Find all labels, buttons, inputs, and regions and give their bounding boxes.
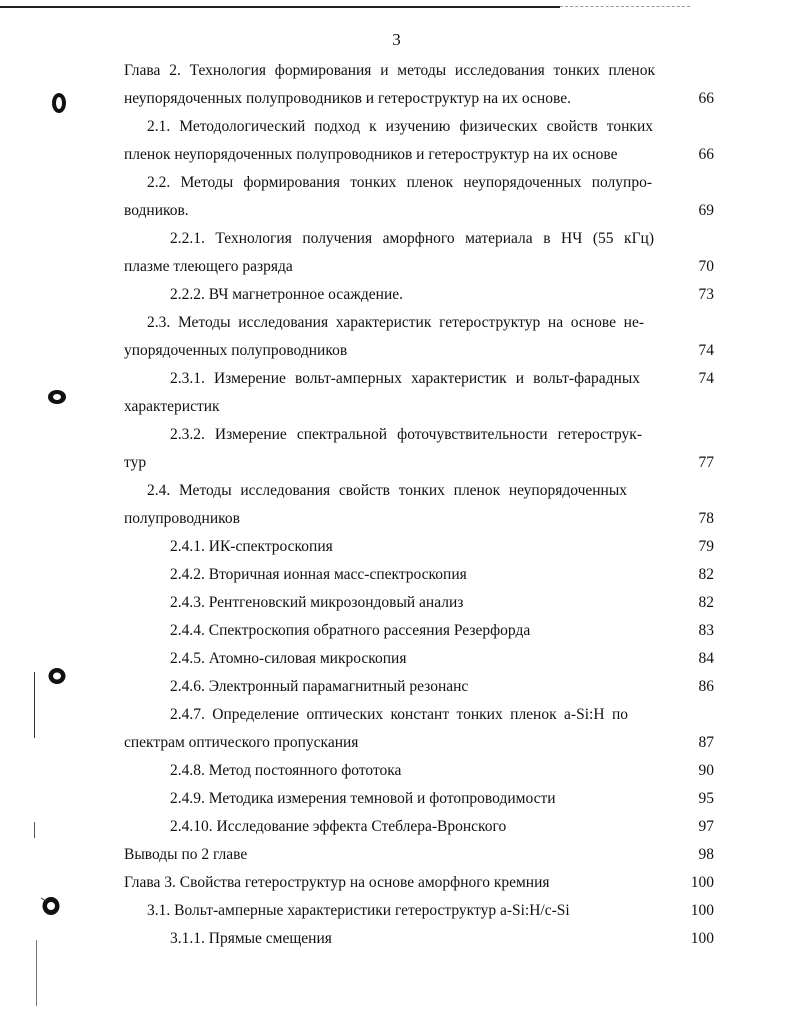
toc-entry-page: 74	[698, 342, 714, 359]
toc-entry-text: 3.1.1. Прямые смещения	[170, 930, 332, 947]
toc-entry-page: 98	[698, 846, 714, 863]
toc-entry-text: пленок неупорядоченных полупроводников и гетероструктур на их основе	[124, 146, 618, 163]
toc-entry-text: Глава 3. Свойства гетероструктур на основе аморфного кремния	[124, 874, 550, 891]
toc-entry-text: упорядоченных полупроводников	[124, 342, 348, 359]
toc-entry-page: 90	[698, 762, 714, 779]
toc-entry-page: 97	[698, 818, 714, 835]
toc-entry[interactable]	[0, 368, 793, 396]
toc-entry-page: 69	[698, 202, 714, 219]
toc-entry[interactable]	[0, 284, 793, 312]
toc-entry-page: 95	[698, 790, 714, 807]
toc-entry-text: характеристик	[124, 398, 220, 415]
toc-entry[interactable]	[0, 424, 793, 452]
toc-entry-page: 86	[698, 678, 714, 695]
toc-entry-text: Выводы по 2 главе	[124, 846, 248, 863]
toc-entry-text: 2.4.1. ИК-спектроскопия	[170, 538, 333, 555]
toc-entry[interactable]	[0, 60, 793, 88]
toc-entry-text: 2.3. Методы исследования характеристик гетероструктур на основе не-	[147, 314, 644, 331]
toc-entry[interactable]	[0, 928, 793, 956]
toc-entry-page: 82	[698, 594, 714, 611]
toc-entry-text: спектрам оптического пропускания	[124, 734, 359, 751]
toc-entry[interactable]	[0, 648, 793, 676]
top-rule-faded	[560, 6, 690, 7]
toc-entry[interactable]	[0, 760, 793, 788]
toc-entry-page: 66	[698, 90, 714, 107]
toc-entry[interactable]	[0, 88, 793, 116]
top-rule	[0, 6, 560, 8]
toc-entry-text: 2.4.6. Электронный парамагнитный резонанс	[170, 678, 469, 695]
toc-entry[interactable]	[0, 144, 793, 172]
toc-entry[interactable]	[0, 816, 793, 844]
toc-entry[interactable]	[0, 620, 793, 648]
toc-entry[interactable]	[0, 844, 793, 872]
toc-entry-text: 2.4.4. Спектроскопия обратного рассеяния Резерфорда	[170, 622, 531, 639]
toc-entry[interactable]	[0, 452, 793, 480]
toc-entry-text: 2.4.3. Рентгеновский микрозондовый анализ	[170, 594, 464, 611]
toc-entry-page: 79	[698, 538, 714, 555]
toc-entry-text: 2.4.5. Атомно-силовая микроскопия	[170, 650, 407, 667]
toc-entry-text: 2.2.1. Технология получения аморфного материала в НЧ (55 кГц)	[170, 230, 654, 247]
toc-entry[interactable]	[0, 704, 793, 732]
toc-entry-page: 87	[698, 734, 714, 751]
toc-entry-text: 2.4.10. Исследование эффекта Стеблера-Вронского	[170, 818, 507, 835]
toc-entry-page: 70	[698, 258, 714, 275]
toc-entry-text: 3.1. Вольт-амперные характеристики гетероструктур a-Si:H/c-Si	[147, 902, 570, 919]
toc-entry-text: неупорядоченных полупроводников и гетероструктур на их основе.	[124, 90, 571, 107]
toc-entry-text: 2.2. Методы формирования тонких пленок неупорядоченных полупро-	[147, 174, 652, 191]
toc-entry-text: 2.2.2. ВЧ магнетронное осаждение.	[170, 286, 404, 303]
toc-entry-text: Глава 2. Технология формирования и методы исследования тонких пленок	[124, 62, 655, 79]
toc-entry[interactable]	[0, 564, 793, 592]
toc-entry-text: 2.1. Методологический подход к изучению физических свойств тонких	[147, 118, 653, 135]
toc-entry-page: 66	[698, 146, 714, 163]
toc-entry[interactable]	[0, 676, 793, 704]
toc-entry-page: 84	[698, 650, 714, 667]
toc-entry-page: 83	[698, 622, 714, 639]
toc-entry[interactable]	[0, 200, 793, 228]
toc-entry-text: 2.4.8. Метод постоянного фототока	[170, 762, 402, 779]
toc-entry[interactable]	[0, 900, 793, 928]
toc-entry-page: 100	[690, 874, 714, 891]
toc-entry[interactable]	[0, 732, 793, 760]
toc-entry-page: 73	[698, 286, 714, 303]
toc-entry-page: 74	[698, 370, 714, 387]
toc-entry-text: полупроводников	[124, 510, 240, 527]
toc-entry-page: 82	[698, 566, 714, 583]
toc-entry-page: 100	[690, 930, 714, 947]
toc-entry[interactable]	[0, 228, 793, 256]
toc-entry-page: 78	[698, 510, 714, 527]
page-number: 3	[392, 30, 401, 49]
toc-entry-text: 2.3.1. Измерение вольт-амперных характеристик и вольт-фарадных	[170, 370, 640, 387]
toc-entry-text: 2.3.2. Измерение спектральной фоточувствительности гетерострук-	[170, 426, 642, 443]
toc-entry-text: плазме тлеющего разряда	[124, 258, 293, 275]
toc-entry-text: водников.	[124, 202, 189, 219]
toc-entry[interactable]	[0, 508, 793, 536]
toc-entry[interactable]	[0, 116, 793, 144]
toc-entry[interactable]	[0, 788, 793, 816]
toc-entry[interactable]	[0, 256, 793, 284]
toc-entry[interactable]	[0, 480, 793, 508]
toc-entry-text: 2.4. Методы исследования свойств тонких пленок неупорядоченных	[147, 482, 627, 499]
toc-entry[interactable]	[0, 536, 793, 564]
toc-entry[interactable]	[0, 172, 793, 200]
toc-entry-page: 100	[690, 902, 714, 919]
toc-entry[interactable]	[0, 340, 793, 368]
toc-entry[interactable]	[0, 872, 793, 900]
toc-entry[interactable]	[0, 312, 793, 340]
toc-entry-text: 2.4.2. Вторичная ионная масс-спектроскопия	[170, 566, 467, 583]
toc-entry[interactable]	[0, 396, 793, 424]
toc-entry-text: тур	[124, 454, 147, 471]
toc-entry-text: 2.4.9. Методика измерения темновой и фотопроводимости	[170, 790, 556, 807]
toc-entry-page: 77	[698, 454, 714, 471]
toc-entry-text: 2.4.7. Определение оптических констант тонких пленок a-Si:H по	[170, 706, 628, 723]
toc-entry[interactable]	[0, 592, 793, 620]
